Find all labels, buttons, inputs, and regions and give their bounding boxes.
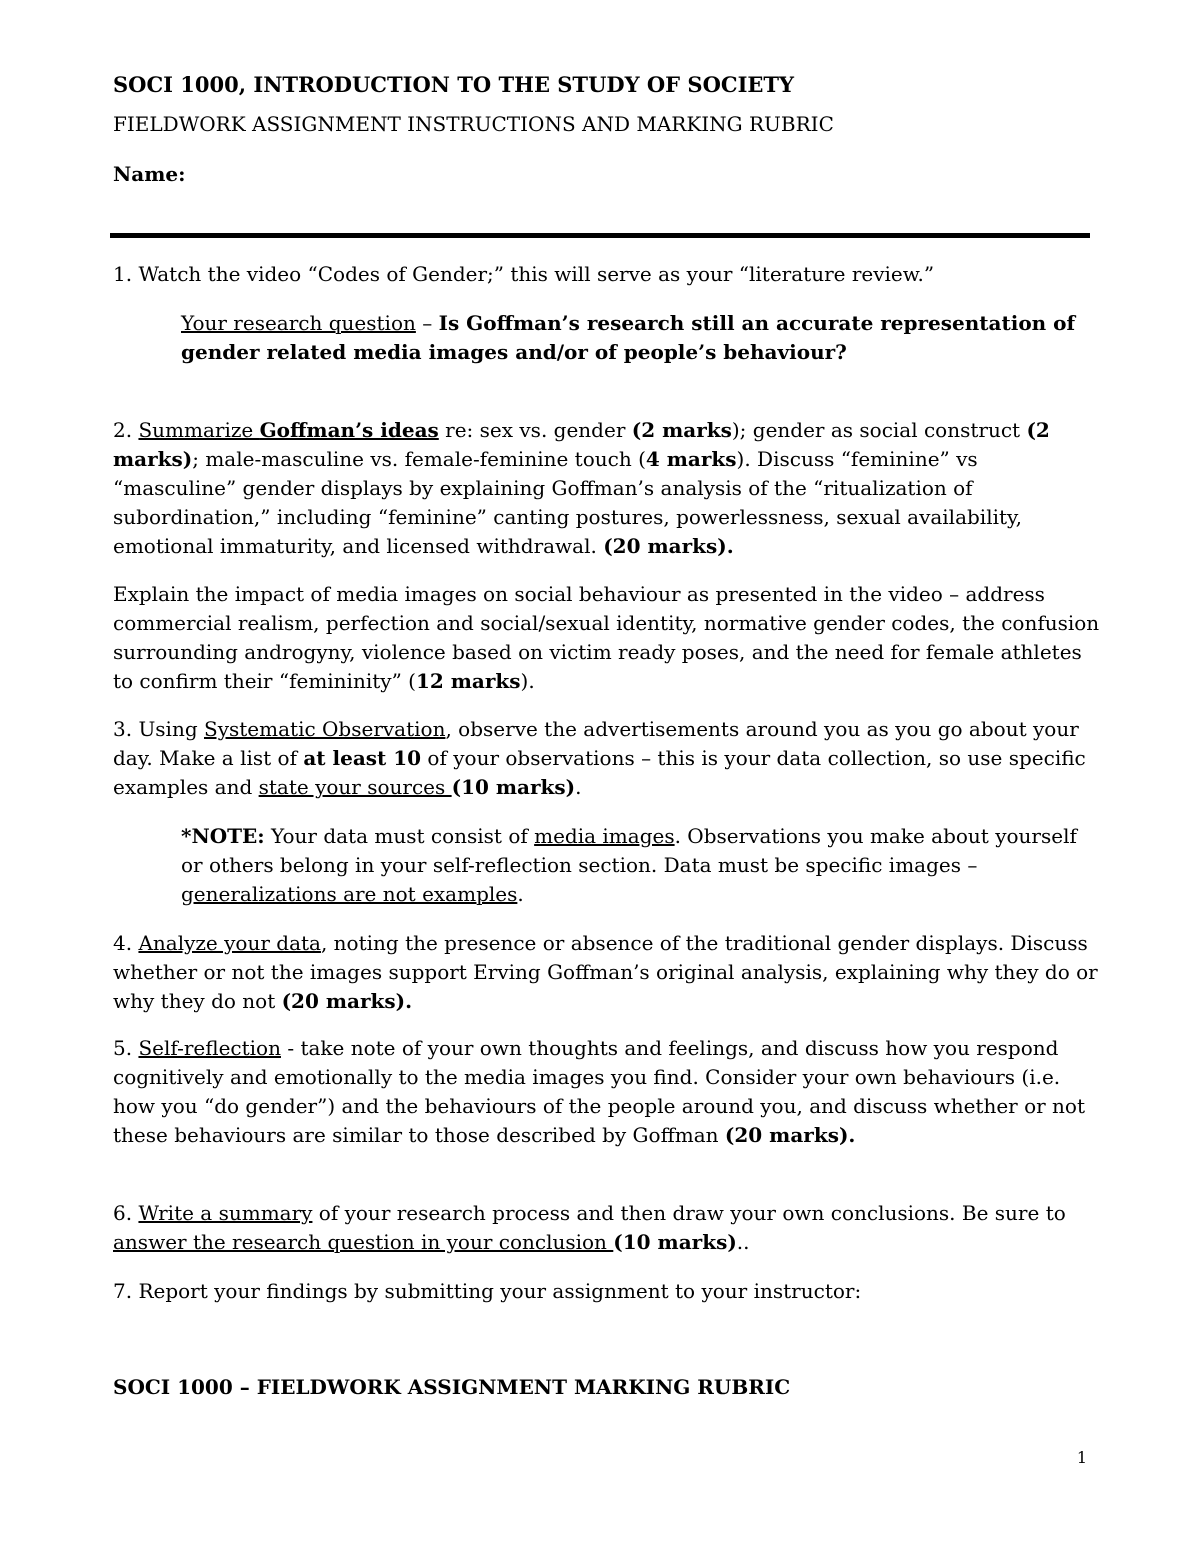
text-span: . bbox=[575, 775, 582, 799]
instruction-item-2 bbox=[113, 416, 1103, 561]
text-span: 6. bbox=[113, 1201, 139, 1225]
name-label: Name: bbox=[113, 162, 186, 186]
instruction-item-7: 7. Report your findings by submitting your assignment to your instructor: bbox=[113, 1279, 862, 1303]
systematic-observation-text: Systematic Observation bbox=[204, 717, 446, 741]
summarize-link-text: Summarize bbox=[138, 418, 260, 442]
text-span: 5. bbox=[113, 1036, 139, 1060]
name-underline-rule bbox=[110, 233, 1090, 238]
instruction-item-5 bbox=[113, 1034, 1103, 1150]
text-span: ). Discuss “feminine” vs “masculine” gender displays by explaining Goffman’s analysis of the “ritualization of subordination,” including “feminine” canting postures, powerlessness, sexual availability, emotional immaturity, and licensed withdrawal. bbox=[113, 447, 1023, 558]
instruction-item-4 bbox=[113, 929, 1103, 1016]
text-span: ; male-masculine vs. female-feminine touch ( bbox=[192, 447, 646, 471]
text-span: - take note of your own thoughts and feelings, and discuss how you respond cognitively and emotionally to the media images you find. Consider your own behaviours (i.e. how you “do gender”) and the behaviours of the people around you, and discuss whether or not these behaviours are similar to those described by Goffman bbox=[113, 1036, 1086, 1147]
at-least-10-text: at least 10 bbox=[303, 746, 422, 770]
rubric-title: SOCI 1000 – FIELDWORK ASSIGNMENT MARKING RUBRIC bbox=[113, 1375, 791, 1399]
marks-text: (20 marks). bbox=[724, 1123, 856, 1147]
text-span: 4. bbox=[113, 931, 139, 955]
text-span: , noting the presence or absence of the traditional gender displays. Discuss whether or not the images support Erving Goffman’s original analysis, explaining why they do or why they do not bbox=[113, 931, 1098, 1013]
marks-text: (2 marks bbox=[631, 418, 732, 442]
research-question bbox=[181, 309, 1101, 367]
document-title: SOCI 1000, INTRODUCTION TO THE STUDY OF SOCIETY bbox=[113, 72, 795, 97]
page-number: 1 bbox=[1076, 1448, 1087, 1467]
text-span: . Observations you make about yourself or others belong in your self-reflection section. Data must be specific images – bbox=[181, 824, 1077, 877]
answer-research-question-text: answer the research question in your conclusion bbox=[113, 1230, 614, 1254]
state-sources-text: state your sources bbox=[258, 775, 452, 799]
write-summary-text: Write a summary bbox=[138, 1201, 313, 1225]
note-block bbox=[181, 822, 1101, 909]
note-label: *NOTE: bbox=[181, 824, 265, 848]
text-span: , observe the advertisements around you as you go about your day. Make a list of bbox=[113, 717, 1079, 770]
analyze-data-text: Analyze your data bbox=[138, 931, 321, 955]
media-images-text: media images bbox=[534, 824, 675, 848]
text-span: Your data must consist of bbox=[264, 824, 535, 848]
text-span: .. bbox=[736, 1230, 750, 1254]
marks-text: 12 marks bbox=[415, 669, 521, 693]
text-span: of your observations – this is your data collection, so use specific examples and bbox=[113, 746, 1086, 799]
marks-text: (2 marks) bbox=[113, 418, 1050, 471]
instruction-item-2-media bbox=[113, 580, 1103, 696]
generalizations-text: generalizations are not examples bbox=[181, 882, 518, 906]
text-span: Explain the impact of media images on social behaviour as presented in the video – address commercial realism, perfection and social/sexual identity, normative gender codes, the confusion surrounding androgyny, violence based on victim ready poses, and the need for female athletes to confirm their “femininity” ( bbox=[113, 582, 1100, 693]
text-span: . bbox=[517, 882, 524, 906]
document-subtitle: FIELDWORK ASSIGNMENT INSTRUCTIONS AND MARKING RUBRIC bbox=[113, 112, 834, 136]
instruction-item-6 bbox=[113, 1199, 1103, 1257]
text-span: 3. Using bbox=[113, 717, 204, 741]
text-span: re: sex vs. gender bbox=[438, 418, 632, 442]
text-span: of your research process and then draw your own conclusions. Be sure to bbox=[312, 1201, 1066, 1225]
instruction-item-3 bbox=[113, 715, 1103, 802]
marks-text: (10 marks) bbox=[451, 775, 576, 799]
research-question-label: Your research question bbox=[181, 311, 416, 335]
goffman-ideas-text: Goffman’s ideas bbox=[259, 418, 439, 442]
marks-text: (20 marks). bbox=[281, 989, 413, 1013]
text-span: ). bbox=[520, 669, 535, 693]
text-span: ); gender as social construct bbox=[731, 418, 1027, 442]
research-question-text: Is Goffman’s research still an accurate representation of gender related media images and/or of people’s behaviour? bbox=[181, 311, 1076, 364]
item-number: 2. bbox=[113, 418, 139, 442]
research-question-dash: – bbox=[415, 311, 439, 335]
marks-text: (20 marks). bbox=[603, 534, 734, 558]
self-reflection-text: Self-reflection bbox=[138, 1036, 281, 1060]
marks-text: (10 marks) bbox=[613, 1230, 737, 1254]
instruction-item-1: 1. Watch the video “Codes of Gender;” this will serve as your “literature review.” bbox=[113, 262, 935, 286]
marks-text: 4 marks bbox=[645, 447, 737, 471]
